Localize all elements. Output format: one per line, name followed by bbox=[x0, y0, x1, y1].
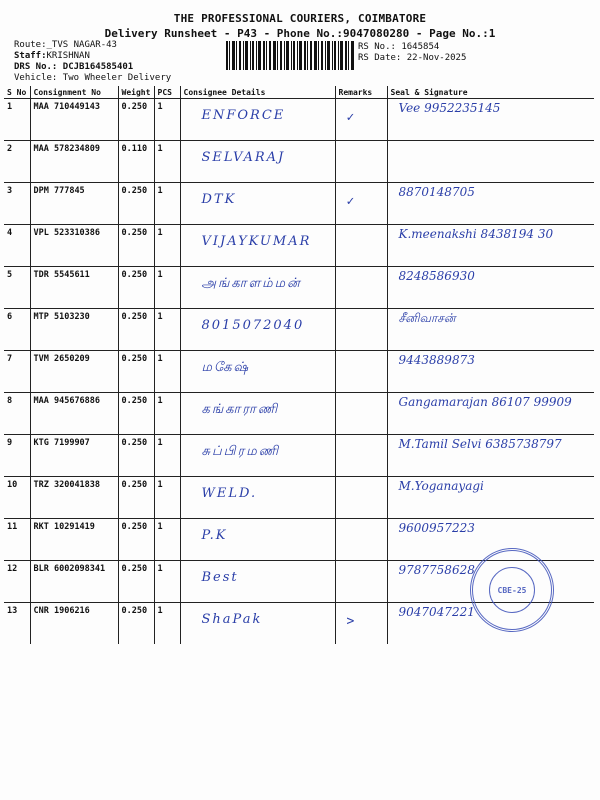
cell-weight bbox=[118, 435, 154, 477]
col-remarks: Remarks bbox=[335, 86, 387, 99]
cell-signature-text: 9787758628 bbox=[398, 563, 475, 577]
col-seal-signature: Seal & Signature bbox=[387, 86, 594, 99]
cell-consignment-no bbox=[30, 267, 118, 309]
cell-signature-text: Vee 9952235145 bbox=[398, 101, 501, 115]
cell-sno-text: 10 bbox=[7, 480, 18, 490]
cell-remarks bbox=[335, 99, 387, 141]
cell-weight bbox=[118, 141, 154, 183]
cell-weight bbox=[118, 225, 154, 267]
cell-weight bbox=[118, 183, 154, 225]
cell-pcs-text: 1 bbox=[157, 228, 163, 238]
table-row bbox=[4, 141, 594, 183]
cell-consignee-text: Best bbox=[201, 570, 239, 585]
cell-consignee-text: மகேஷ் bbox=[201, 360, 251, 375]
cell-remarks-text: ✓ bbox=[346, 110, 355, 125]
route-line bbox=[14, 40, 117, 51]
col-pcs: PCS bbox=[154, 86, 180, 99]
courier-seal bbox=[470, 548, 554, 632]
cell-consignment-no-text: TDR 5545611 bbox=[33, 270, 90, 280]
cell-weight bbox=[118, 267, 154, 309]
cell-weight-text: 0.250 bbox=[121, 564, 148, 574]
cell-remarks bbox=[335, 393, 387, 435]
cell-weight bbox=[118, 393, 154, 435]
col-consignee: Consignee Details bbox=[180, 86, 335, 99]
cell-pcs-text: 1 bbox=[157, 480, 163, 490]
cell-consignment-no-text: DPM 777845 bbox=[33, 186, 85, 196]
cell-consignee-text: அங்காளம்மன் bbox=[201, 276, 302, 291]
cell-sno-text: 2 bbox=[7, 144, 13, 154]
cell-consignment-no-text: CNR 1906216 bbox=[33, 606, 90, 616]
vehicle-label: Vehicle: bbox=[14, 73, 58, 83]
cell-weight-text: 0.250 bbox=[121, 606, 148, 616]
seal-text: CBE-25 bbox=[497, 585, 527, 595]
cell-weight bbox=[118, 603, 154, 645]
cell-pcs-text: 1 bbox=[157, 312, 163, 322]
cell-consignment-no bbox=[30, 183, 118, 225]
cell-signature bbox=[387, 183, 594, 225]
cell-consignment-no bbox=[30, 477, 118, 519]
cell-weight bbox=[118, 309, 154, 351]
cell-consignee-text: WELD. bbox=[201, 486, 258, 501]
cell-signature-text: 8870148705 bbox=[398, 185, 475, 199]
cell-consignee-text: ENFORCE bbox=[201, 108, 286, 123]
drs-label: DRS No.: bbox=[14, 62, 58, 72]
cell-remarks bbox=[335, 183, 387, 225]
cell-remarks bbox=[335, 519, 387, 561]
cell-remarks bbox=[335, 435, 387, 477]
cell-sno-text: 12 bbox=[7, 564, 18, 574]
runsheet-subtitle: Delivery Runsheet - P43 - Phone No.:9047080280 - Page No.:1 bbox=[104, 27, 496, 40]
route-value: _TVS NAGAR-43 bbox=[46, 40, 117, 50]
cell-pcs bbox=[154, 99, 180, 141]
cell-consignment-no bbox=[30, 519, 118, 561]
table-row bbox=[4, 267, 594, 309]
cell-sno bbox=[4, 141, 30, 183]
cell-weight bbox=[118, 99, 154, 141]
cell-consignee-text: SELVARAJ bbox=[201, 150, 286, 165]
vehicle-line bbox=[14, 73, 171, 84]
staff-label: Staff: bbox=[14, 51, 47, 61]
cell-pcs-text: 1 bbox=[157, 354, 163, 364]
cell-pcs-text: 1 bbox=[157, 396, 163, 406]
cell-signature-text: 9047047221 bbox=[398, 605, 475, 619]
cell-signature bbox=[387, 477, 594, 519]
cell-sno-text: 7 bbox=[7, 354, 13, 364]
cell-consignment-no-text: MAA 578234809 bbox=[33, 144, 101, 154]
cell-consignee bbox=[180, 267, 335, 309]
cell-weight bbox=[118, 351, 154, 393]
cell-sno bbox=[4, 225, 30, 267]
cell-pcs bbox=[154, 183, 180, 225]
cell-signature bbox=[387, 435, 594, 477]
table-row bbox=[4, 225, 594, 267]
cell-remarks bbox=[335, 141, 387, 183]
cell-sno-text: 5 bbox=[7, 270, 13, 280]
cell-consignment-no-text: TVM 2650209 bbox=[33, 354, 90, 364]
cell-consignment-no bbox=[30, 309, 118, 351]
drs-line bbox=[14, 62, 133, 73]
cell-consignment-no bbox=[30, 99, 118, 141]
cell-consignment-no-text: VPL 523310386 bbox=[33, 228, 101, 238]
cell-sno bbox=[4, 603, 30, 645]
cell-consignee bbox=[180, 603, 335, 645]
cell-pcs-text: 1 bbox=[157, 606, 163, 616]
cell-signature bbox=[387, 351, 594, 393]
cell-sno bbox=[4, 519, 30, 561]
cell-pcs bbox=[154, 309, 180, 351]
cell-sno-text: 8 bbox=[7, 396, 13, 406]
cell-consignee bbox=[180, 393, 335, 435]
col-sno: S No bbox=[4, 86, 30, 99]
cell-weight bbox=[118, 477, 154, 519]
cell-consignee-text: கங்காராணி bbox=[201, 402, 280, 417]
cell-consignee bbox=[180, 309, 335, 351]
cell-weight-text: 0.250 bbox=[121, 228, 148, 238]
cell-signature bbox=[387, 225, 594, 267]
cell-sno-text: 3 bbox=[7, 186, 13, 196]
route-label: Route: bbox=[14, 40, 47, 50]
cell-weight-text: 0.110 bbox=[121, 144, 148, 154]
cell-weight-text: 0.250 bbox=[121, 354, 148, 364]
cell-signature-text: M.Tamil Selvi 6385738797 bbox=[398, 437, 562, 451]
cell-consignee bbox=[180, 477, 335, 519]
cell-sno bbox=[4, 351, 30, 393]
staff-line bbox=[14, 51, 90, 62]
cell-remarks bbox=[335, 351, 387, 393]
cell-consignee bbox=[180, 435, 335, 477]
cell-consignment-no bbox=[30, 393, 118, 435]
cell-signature-text: 9443889873 bbox=[398, 353, 475, 367]
cell-pcs-text: 1 bbox=[157, 270, 163, 280]
cell-sno bbox=[4, 393, 30, 435]
cell-consignee-text: 8015072040 bbox=[201, 318, 305, 333]
cell-consignee bbox=[180, 519, 335, 561]
cell-consignment-no-text: RKT 10291419 bbox=[33, 522, 95, 532]
cell-weight-text: 0.250 bbox=[121, 102, 148, 112]
cell-weight-text: 0.250 bbox=[121, 312, 148, 322]
cell-consignment-no bbox=[30, 561, 118, 603]
cell-pcs-text: 1 bbox=[157, 522, 163, 532]
cell-signature bbox=[387, 309, 594, 351]
cell-pcs bbox=[154, 141, 180, 183]
cell-pcs-text: 1 bbox=[157, 102, 163, 112]
cell-signature bbox=[387, 99, 594, 141]
cell-consignee-text: VIJAYKUMAR bbox=[201, 234, 312, 249]
cell-consignee-text: DTK bbox=[201, 192, 237, 207]
cell-consignee bbox=[180, 141, 335, 183]
cell-consignment-no-text: BLR 6002098341 bbox=[33, 564, 106, 574]
cell-consignee bbox=[180, 225, 335, 267]
cell-signature-text: M.Yoganayagi bbox=[398, 479, 484, 493]
cell-pcs bbox=[154, 561, 180, 603]
rs-date: RS Date: 22-Nov-2025 bbox=[358, 53, 467, 63]
cell-consignment-no bbox=[30, 603, 118, 645]
cell-sno bbox=[4, 309, 30, 351]
cell-sno-text: 6 bbox=[7, 312, 13, 322]
cell-consignment-no-text: MAA 945676886 bbox=[33, 396, 101, 406]
cell-signature-text: 9600957223 bbox=[398, 521, 475, 535]
cell-remarks bbox=[335, 225, 387, 267]
cell-sno-text: 1 bbox=[7, 102, 13, 112]
table-row bbox=[4, 393, 594, 435]
cell-consignee bbox=[180, 183, 335, 225]
table-row bbox=[4, 435, 594, 477]
col-weight: Weight bbox=[118, 86, 154, 99]
table-row bbox=[4, 477, 594, 519]
cell-pcs bbox=[154, 393, 180, 435]
cell-signature-text: K.meenakshi 8438194 30 bbox=[398, 227, 554, 241]
cell-remarks bbox=[335, 309, 387, 351]
cell-consignment-no bbox=[30, 225, 118, 267]
cell-weight-text: 0.250 bbox=[121, 522, 148, 532]
cell-remarks bbox=[335, 267, 387, 309]
table-row bbox=[4, 309, 594, 351]
cell-remarks bbox=[335, 603, 387, 645]
cell-sno-text: 4 bbox=[7, 228, 13, 238]
cell-pcs-text: 1 bbox=[157, 564, 163, 574]
cell-pcs bbox=[154, 267, 180, 309]
company-title: THE PROFESSIONAL COURIERS, COIMBATORE bbox=[173, 12, 427, 25]
table-row bbox=[4, 99, 594, 141]
table-row bbox=[4, 351, 594, 393]
cell-weight bbox=[118, 561, 154, 603]
cell-consignee bbox=[180, 351, 335, 393]
cell-pcs bbox=[154, 435, 180, 477]
cell-consignee-text: ShaPak bbox=[201, 612, 263, 627]
cell-sno bbox=[4, 267, 30, 309]
col-consignment: Consignment No bbox=[30, 86, 118, 99]
cell-consignment-no bbox=[30, 351, 118, 393]
cell-sno bbox=[4, 99, 30, 141]
rs-number: RS No.: 1645854 bbox=[358, 42, 440, 52]
cell-consignee-text: சுப்பிரமணி bbox=[201, 444, 281, 459]
cell-consignee bbox=[180, 99, 335, 141]
cell-sno-text: 9 bbox=[7, 438, 13, 448]
cell-pcs-text: 1 bbox=[157, 186, 163, 196]
cell-consignment-no-text: KTG 7199907 bbox=[33, 438, 90, 448]
cell-consignee-text: P.K bbox=[201, 528, 228, 543]
cell-weight-text: 0.250 bbox=[121, 270, 148, 280]
cell-remarks bbox=[335, 477, 387, 519]
cell-sno bbox=[4, 183, 30, 225]
cell-signature-text: சீனிவாசன் bbox=[398, 311, 456, 325]
cell-weight-text: 0.250 bbox=[121, 480, 148, 490]
cell-consignment-no bbox=[30, 435, 118, 477]
cell-sno-text: 11 bbox=[7, 522, 18, 532]
staff-value: KRISHNAN bbox=[46, 51, 90, 61]
cell-signature bbox=[387, 393, 594, 435]
cell-signature-text: Gangamarajan 86107 99909 bbox=[398, 395, 572, 409]
cell-sno bbox=[4, 561, 30, 603]
drs-value: DCJB164585401 bbox=[62, 62, 134, 72]
cell-signature bbox=[387, 267, 594, 309]
cell-remarks-text: ✓ bbox=[346, 194, 355, 209]
cell-pcs bbox=[154, 351, 180, 393]
barcode bbox=[226, 41, 354, 70]
cell-pcs-text: 1 bbox=[157, 144, 163, 154]
vehicle-value: Two Wheeler Delivery bbox=[62, 73, 172, 83]
cell-weight bbox=[118, 519, 154, 561]
cell-sno bbox=[4, 435, 30, 477]
cell-weight-text: 0.250 bbox=[121, 396, 148, 406]
table-header-row bbox=[4, 86, 594, 99]
cell-weight-text: 0.250 bbox=[121, 438, 148, 448]
cell-consignee bbox=[180, 561, 335, 603]
cell-pcs bbox=[154, 225, 180, 267]
table-row bbox=[4, 183, 594, 225]
cell-pcs bbox=[154, 603, 180, 645]
cell-pcs bbox=[154, 519, 180, 561]
cell-weight-text: 0.250 bbox=[121, 186, 148, 196]
cell-consignment-no-text: TRZ 320041838 bbox=[33, 480, 101, 490]
cell-pcs-text: 1 bbox=[157, 438, 163, 448]
cell-signature bbox=[387, 141, 594, 183]
cell-signature-text: 8248586930 bbox=[398, 269, 475, 283]
cell-sno-text: 13 bbox=[7, 606, 18, 616]
cell-pcs bbox=[154, 477, 180, 519]
cell-remarks bbox=[335, 561, 387, 603]
cell-sno bbox=[4, 477, 30, 519]
cell-remarks-text: > bbox=[346, 614, 355, 629]
cell-consignment-no-text: MAA 710449143 bbox=[33, 102, 101, 112]
cell-consignment-no-text: MTP 5103230 bbox=[33, 312, 90, 322]
cell-consignment-no bbox=[30, 141, 118, 183]
